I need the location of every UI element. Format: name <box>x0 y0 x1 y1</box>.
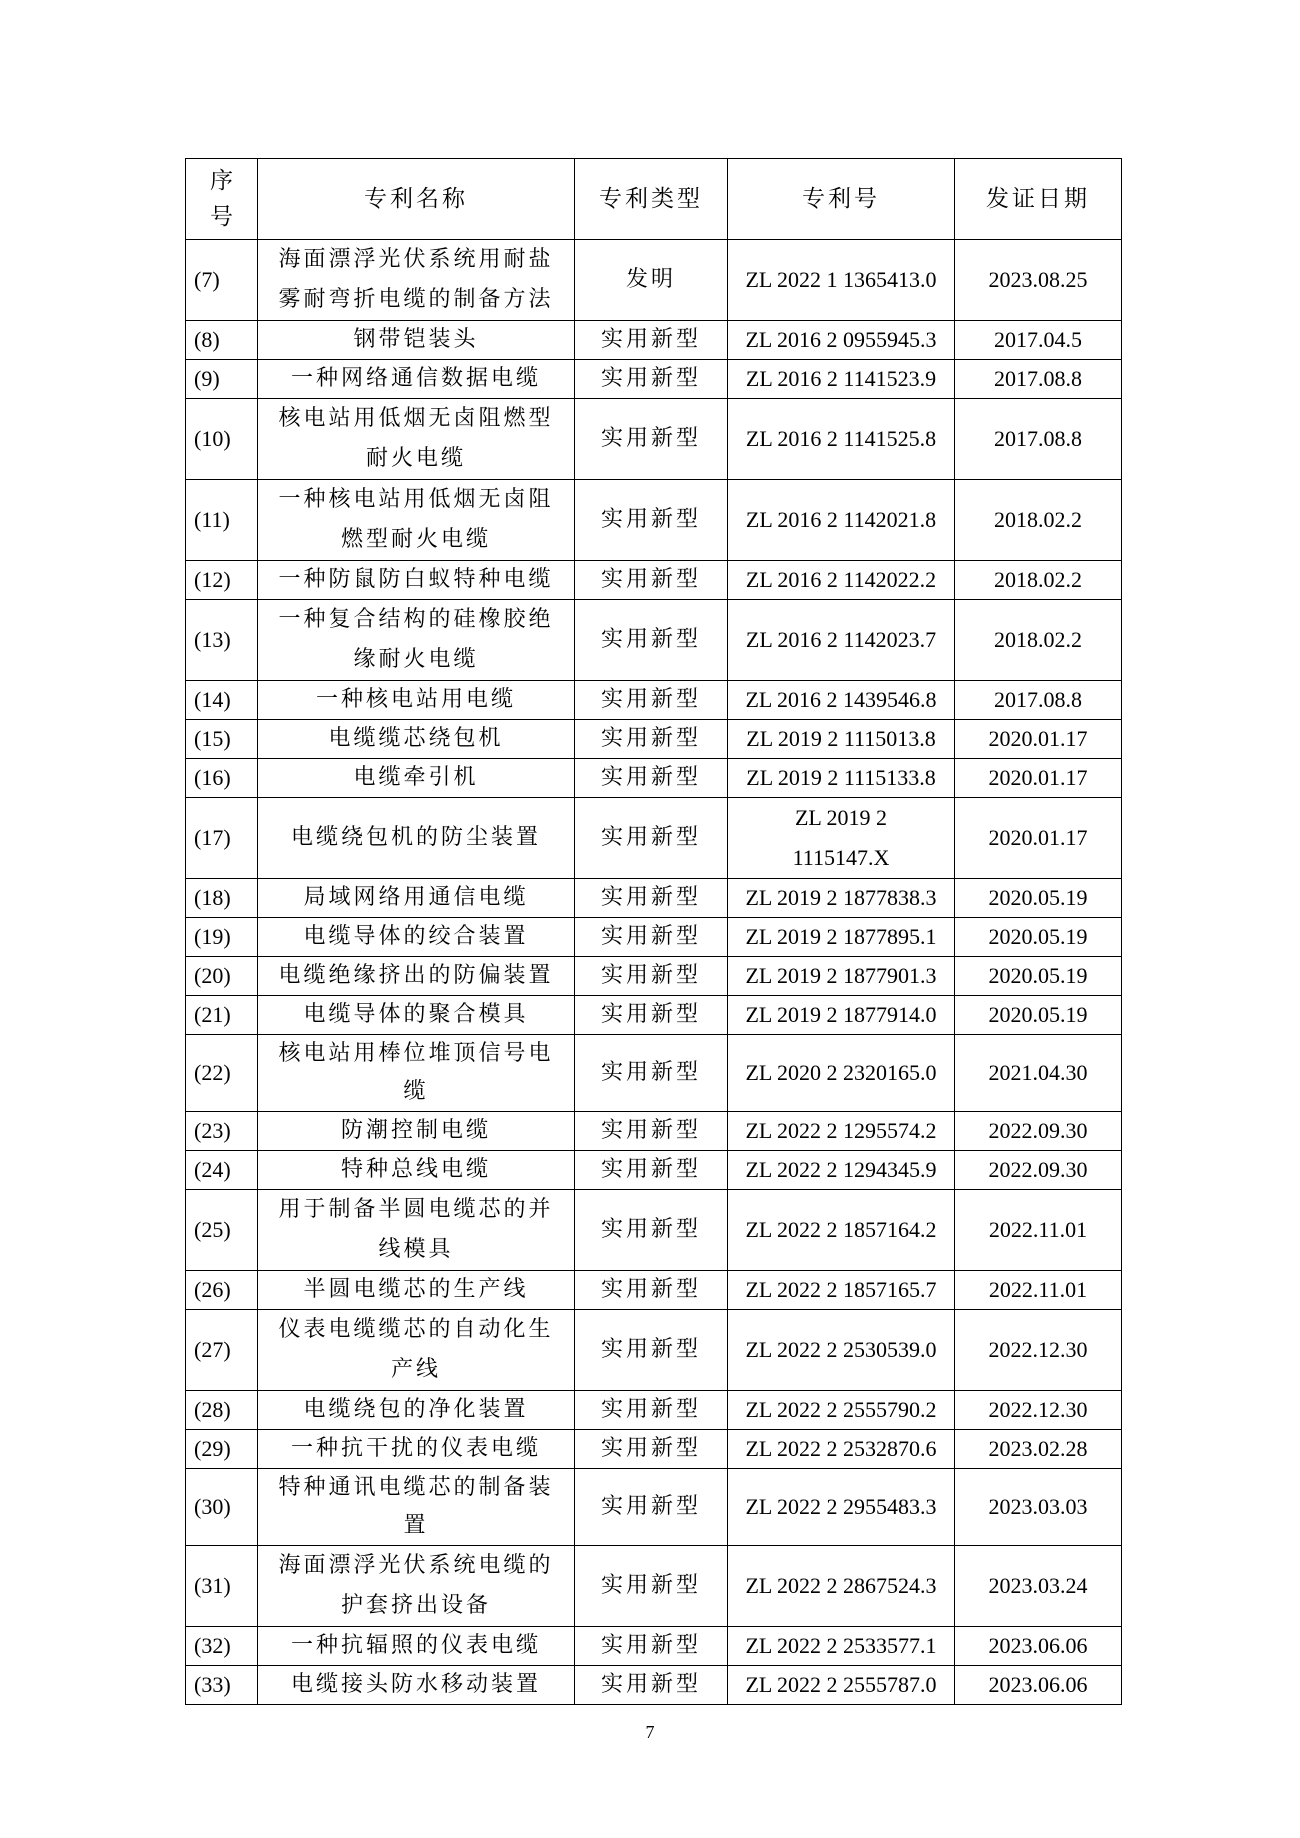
cell-patent-type: 实用新型 <box>575 1666 728 1705</box>
cell-patent-number: ZL 2019 2 1877838.3 <box>728 879 955 918</box>
table-row <box>186 1391 1122 1430</box>
cell-issue-date: 2021.04.30 <box>955 1035 1122 1112</box>
cell-patent-number: ZL 2019 2 1115147.X <box>728 798 955 879</box>
cell-patent-name: 一种核电站用电缆 <box>258 681 575 720</box>
cell-issue-date: 2020.01.17 <box>955 759 1122 798</box>
header-patent-name: 专利名称 <box>258 159 575 240</box>
cell-patent-name: 半圆电缆芯的生产线 <box>258 1271 575 1310</box>
cell-patent-number: ZL 2016 2 1141525.8 <box>728 399 955 480</box>
cell-patent-type: 实用新型 <box>575 957 728 996</box>
table-row <box>186 399 1122 480</box>
cell-patent-number: ZL 2019 2 1115133.8 <box>728 759 955 798</box>
table-row <box>186 1112 1122 1151</box>
cell-serial-number: (22) <box>186 1035 258 1112</box>
cell-patent-name: 防潮控制电缆 <box>258 1112 575 1151</box>
cell-patent-name: 电缆绕包的净化装置 <box>258 1391 575 1430</box>
cell-issue-date: 2017.08.8 <box>955 399 1122 480</box>
cell-patent-number: ZL 2022 2 2533577.1 <box>728 1627 955 1666</box>
cell-patent-name: 海面漂浮光伏系统用耐盐雾耐弯折电缆的制备方法 <box>258 240 575 321</box>
cell-patent-name: 一种防鼠防白蚁特种电缆 <box>258 561 575 600</box>
cell-serial-number: (19) <box>186 918 258 957</box>
cell-issue-date: 2022.11.01 <box>955 1271 1122 1310</box>
cell-patent-name: 特种通讯电缆芯的制备装置 <box>258 1469 575 1546</box>
cell-patent-name: 电缆绝缘挤出的防偏装置 <box>258 957 575 996</box>
cell-patent-name: 电缆缆芯绕包机 <box>258 720 575 759</box>
cell-patent-name: 电缆导体的聚合模具 <box>258 996 575 1035</box>
table-row <box>186 1271 1122 1310</box>
table-row <box>186 240 1122 321</box>
cell-serial-number: (25) <box>186 1190 258 1271</box>
cell-issue-date: 2017.08.8 <box>955 360 1122 399</box>
cell-serial-number: (20) <box>186 957 258 996</box>
cell-patent-type: 实用新型 <box>575 399 728 480</box>
cell-patent-number: ZL 2022 2 2867524.3 <box>728 1546 955 1627</box>
table-row <box>186 1666 1122 1705</box>
cell-issue-date: 2023.03.24 <box>955 1546 1122 1627</box>
cell-patent-type: 实用新型 <box>575 1271 728 1310</box>
cell-serial-number: (27) <box>186 1310 258 1391</box>
header-issue-date: 发证日期 <box>955 159 1122 240</box>
cell-patent-type: 实用新型 <box>575 720 728 759</box>
cell-issue-date: 2023.03.03 <box>955 1469 1122 1546</box>
cell-serial-number: (18) <box>186 879 258 918</box>
cell-patent-number: ZL 2022 2 1295574.2 <box>728 1112 955 1151</box>
cell-patent-name: 核电站用低烟无卤阻燃型耐火电缆 <box>258 399 575 480</box>
cell-issue-date: 2020.01.17 <box>955 720 1122 759</box>
cell-issue-date: 2017.04.5 <box>955 321 1122 360</box>
cell-patent-type: 实用新型 <box>575 600 728 681</box>
cell-issue-date: 2020.05.19 <box>955 996 1122 1035</box>
cell-issue-date: 2020.05.19 <box>955 918 1122 957</box>
cell-patent-type: 实用新型 <box>575 996 728 1035</box>
table-row <box>186 1627 1122 1666</box>
cell-patent-type: 实用新型 <box>575 1035 728 1112</box>
table-row <box>186 957 1122 996</box>
cell-serial-number: (21) <box>186 996 258 1035</box>
cell-patent-name: 电缆绕包机的防尘装置 <box>258 798 575 879</box>
cell-serial-number: (24) <box>186 1151 258 1190</box>
cell-patent-name: 用于制备半圆电缆芯的并线模具 <box>258 1190 575 1271</box>
cell-patent-name: 一种复合结构的硅橡胶绝缘耐火电缆 <box>258 600 575 681</box>
cell-patent-name: 核电站用棒位堆顶信号电缆 <box>258 1035 575 1112</box>
cell-patent-type: 实用新型 <box>575 321 728 360</box>
cell-issue-date: 2022.12.30 <box>955 1310 1122 1391</box>
cell-patent-number: ZL 2022 2 2532870.6 <box>728 1430 955 1469</box>
cell-patent-number: ZL 2022 2 2955483.3 <box>728 1469 955 1546</box>
table-body <box>186 240 1122 1705</box>
cell-serial-number: (11) <box>186 480 258 561</box>
cell-patent-type: 实用新型 <box>575 918 728 957</box>
cell-patent-type: 实用新型 <box>575 1430 728 1469</box>
table-row <box>186 1469 1122 1546</box>
cell-issue-date: 2022.09.30 <box>955 1112 1122 1151</box>
cell-issue-date: 2020.01.17 <box>955 798 1122 879</box>
cell-patent-name: 电缆牵引机 <box>258 759 575 798</box>
cell-patent-type: 实用新型 <box>575 480 728 561</box>
cell-issue-date: 2018.02.2 <box>955 600 1122 681</box>
table-row <box>186 720 1122 759</box>
table-row <box>186 480 1122 561</box>
table-row <box>186 1190 1122 1271</box>
cell-patent-name: 一种抗干扰的仪表电缆 <box>258 1430 575 1469</box>
cell-patent-type: 发明 <box>575 240 728 321</box>
cell-issue-date: 2022.12.30 <box>955 1391 1122 1430</box>
table-row <box>186 360 1122 399</box>
cell-patent-number: ZL 2022 2 2555787.0 <box>728 1666 955 1705</box>
page-number: 7 <box>645 1722 655 1742</box>
cell-patent-type: 实用新型 <box>575 681 728 720</box>
cell-patent-number: ZL 2016 2 1439546.8 <box>728 681 955 720</box>
cell-serial-number: (12) <box>186 561 258 600</box>
cell-serial-number: (8) <box>186 321 258 360</box>
cell-issue-date: 2022.11.01 <box>955 1190 1122 1271</box>
cell-serial-number: (28) <box>186 1391 258 1430</box>
cell-patent-number: ZL 2016 2 1142022.2 <box>728 561 955 600</box>
cell-patent-number: ZL 2016 2 0955945.3 <box>728 321 955 360</box>
cell-patent-number: ZL 2020 2 2320165.0 <box>728 1035 955 1112</box>
table-row <box>186 759 1122 798</box>
cell-patent-number: ZL 2019 2 1877901.3 <box>728 957 955 996</box>
cell-serial-number: (26) <box>186 1271 258 1310</box>
cell-patent-name: 特种总线电缆 <box>258 1151 575 1190</box>
cell-issue-date: 2023.06.06 <box>955 1627 1122 1666</box>
table-row <box>186 561 1122 600</box>
cell-patent-type: 实用新型 <box>575 1190 728 1271</box>
cell-issue-date: 2017.08.8 <box>955 681 1122 720</box>
cell-patent-type: 实用新型 <box>575 561 728 600</box>
table-row <box>186 600 1122 681</box>
cell-patent-number: ZL 2022 1 1365413.0 <box>728 240 955 321</box>
cell-patent-number: ZL 2016 2 1142021.8 <box>728 480 955 561</box>
cell-serial-number: (30) <box>186 1469 258 1546</box>
cell-patent-name: 电缆导体的绞合装置 <box>258 918 575 957</box>
cell-patent-number: ZL 2022 2 1857164.2 <box>728 1190 955 1271</box>
cell-issue-date: 2018.02.2 <box>955 480 1122 561</box>
cell-patent-number: ZL 2022 2 2555790.2 <box>728 1391 955 1430</box>
cell-patent-type: 实用新型 <box>575 1627 728 1666</box>
cell-patent-name: 仪表电缆缆芯的自动化生产线 <box>258 1310 575 1391</box>
table-row <box>186 681 1122 720</box>
table-row <box>186 1430 1122 1469</box>
cell-patent-name: 一种网络通信数据电缆 <box>258 360 575 399</box>
cell-patent-type: 实用新型 <box>575 1310 728 1391</box>
table-row <box>186 1035 1122 1112</box>
header-patent-type: 专利类型 <box>575 159 728 240</box>
cell-serial-number: (31) <box>186 1546 258 1627</box>
table-row <box>186 798 1122 879</box>
cell-patent-type: 实用新型 <box>575 879 728 918</box>
cell-serial-number: (17) <box>186 798 258 879</box>
cell-serial-number: (13) <box>186 600 258 681</box>
cell-serial-number: (32) <box>186 1627 258 1666</box>
header-patent-number: 专利号 <box>728 159 955 240</box>
cell-patent-type: 实用新型 <box>575 360 728 399</box>
cell-patent-number: ZL 2022 2 2530539.0 <box>728 1310 955 1391</box>
cell-issue-date: 2018.02.2 <box>955 561 1122 600</box>
cell-patent-name: 一种核电站用低烟无卤阻燃型耐火电缆 <box>258 480 575 561</box>
table-row <box>186 918 1122 957</box>
cell-serial-number: (33) <box>186 1666 258 1705</box>
cell-serial-number: (10) <box>186 399 258 480</box>
cell-serial-number: (14) <box>186 681 258 720</box>
table-row <box>186 996 1122 1035</box>
cell-patent-type: 实用新型 <box>575 1469 728 1546</box>
cell-patent-name: 钢带铠装头 <box>258 321 575 360</box>
cell-patent-type: 实用新型 <box>575 1151 728 1190</box>
cell-patent-number: ZL 2019 2 1877895.1 <box>728 918 955 957</box>
cell-serial-number: (9) <box>186 360 258 399</box>
cell-issue-date: 2020.05.19 <box>955 879 1122 918</box>
cell-patent-number: ZL 2016 2 1142023.7 <box>728 600 955 681</box>
cell-serial-number: (23) <box>186 1112 258 1151</box>
cell-patent-type: 实用新型 <box>575 798 728 879</box>
cell-issue-date: 2023.06.06 <box>955 1666 1122 1705</box>
patent-table <box>185 158 1122 1705</box>
cell-serial-number: (29) <box>186 1430 258 1469</box>
table-row <box>186 1546 1122 1627</box>
cell-patent-type: 实用新型 <box>575 1546 728 1627</box>
cell-patent-name: 一种抗辐照的仪表电缆 <box>258 1627 575 1666</box>
cell-patent-number: ZL 2019 2 1115013.8 <box>728 720 955 759</box>
cell-patent-name: 电缆接头防水移动装置 <box>258 1666 575 1705</box>
table-header-row <box>186 159 1122 240</box>
cell-patent-number: ZL 2022 2 1857165.7 <box>728 1271 955 1310</box>
header-serial-number-text: 序号 <box>210 168 233 230</box>
table-row <box>186 879 1122 918</box>
cell-patent-number: ZL 2022 2 1294345.9 <box>728 1151 955 1190</box>
cell-issue-date: 2020.05.19 <box>955 957 1122 996</box>
cell-serial-number: (16) <box>186 759 258 798</box>
cell-serial-number: (7) <box>186 240 258 321</box>
header-serial-number <box>186 159 258 240</box>
cell-issue-date: 2022.09.30 <box>955 1151 1122 1190</box>
cell-patent-name: 局域网络用通信电缆 <box>258 879 575 918</box>
cell-patent-number: ZL 2016 2 1141523.9 <box>728 360 955 399</box>
cell-serial-number: (15) <box>186 720 258 759</box>
table-row <box>186 1310 1122 1391</box>
cell-patent-type: 实用新型 <box>575 759 728 798</box>
cell-patent-type: 实用新型 <box>575 1391 728 1430</box>
table-row <box>186 1151 1122 1190</box>
cell-patent-name: 海面漂浮光伏系统电缆的护套挤出设备 <box>258 1546 575 1627</box>
table-row <box>186 321 1122 360</box>
cell-patent-number: ZL 2019 2 1877914.0 <box>728 996 955 1035</box>
cell-issue-date: 2023.02.28 <box>955 1430 1122 1469</box>
cell-patent-type: 实用新型 <box>575 1112 728 1151</box>
cell-issue-date: 2023.08.25 <box>955 240 1122 321</box>
